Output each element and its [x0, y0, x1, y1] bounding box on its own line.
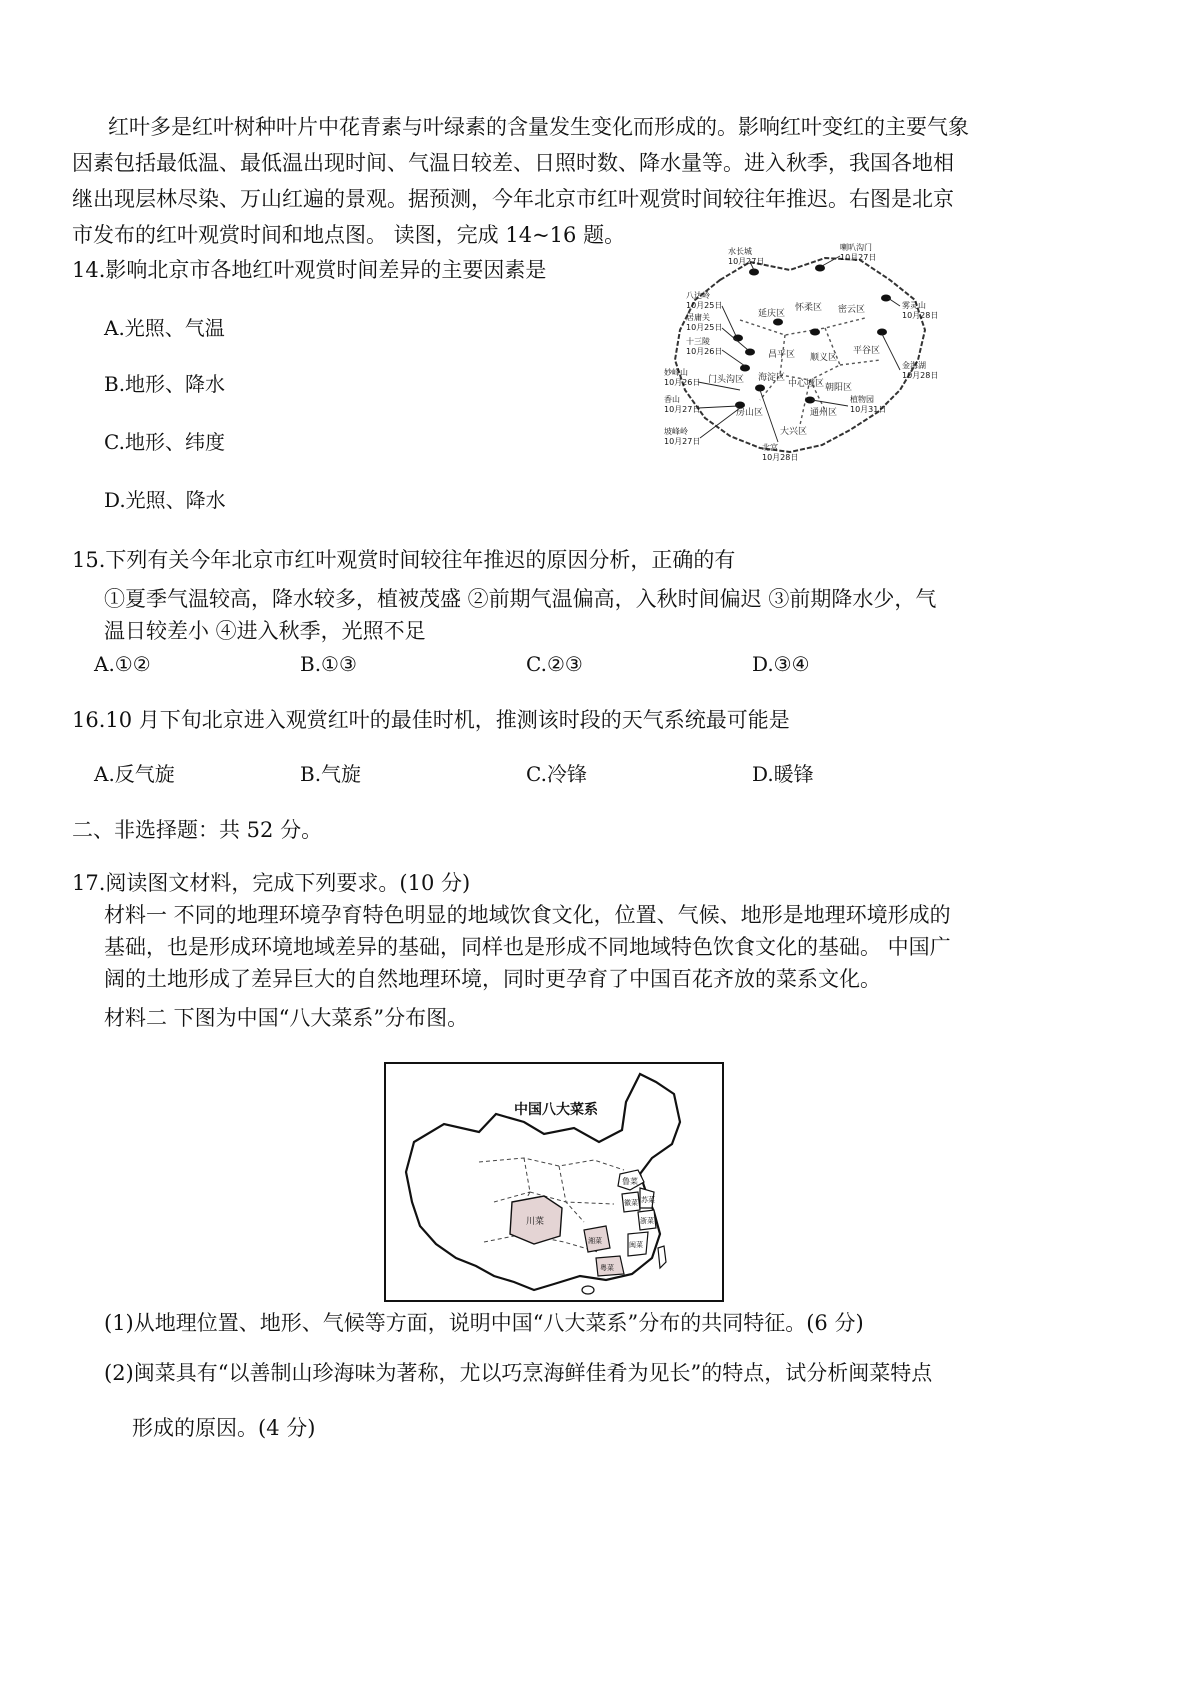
- site-name: 坡峰岭: [664, 427, 688, 436]
- leaf-icon: [745, 349, 755, 356]
- district-label-haidian: 海淀区: [758, 373, 786, 383]
- china-cuisine-map: [384, 1062, 724, 1302]
- q15-option-b: B.①③: [300, 652, 357, 676]
- min-cuisine-label: 闽菜: [629, 1241, 643, 1249]
- district-label-miyun: 密云区: [838, 305, 866, 315]
- lu-cuisine-label: 鲁菜: [622, 1177, 638, 1186]
- site-date: 10月27日: [664, 405, 701, 414]
- site-name: 十三陵: [686, 337, 710, 346]
- site-date: 10月26日: [664, 378, 701, 387]
- site-date: 10月27日: [664, 437, 701, 446]
- question-17-stem: 17.阅读图文材料，完成下列要求。(10 分): [72, 871, 471, 895]
- site-name: 雾灵山: [902, 301, 926, 310]
- site-date: 10月26日: [686, 347, 723, 356]
- q14-option-c: C.地形、纬度: [104, 430, 225, 454]
- q15-option-d: D.③④: [752, 652, 810, 676]
- district-label-huairou: 怀柔区: [795, 303, 823, 313]
- question-14-stem: 14.影响北京市各地红叶观赏时间差异的主要因素是: [72, 258, 547, 282]
- leaf-icon: [881, 295, 891, 302]
- district-label-center: 中心城区: [788, 379, 825, 389]
- site-name: 植物园: [850, 395, 874, 404]
- site-name: 北宫: [762, 443, 778, 452]
- zhe-cuisine-label: 浙菜: [640, 1217, 654, 1225]
- district-label-yanqing: 延庆区: [758, 309, 786, 319]
- q17-material-1-line-1: 材料一 不同的地理环境孕育特色明显的地域饮食文化，位置、气候、地形是地理环境形成的: [104, 903, 951, 927]
- district-label-tongzhou: 通州区: [810, 408, 838, 418]
- su-cuisine-label: 苏菜: [641, 1196, 655, 1204]
- q17-subquestion-2-line-2: 形成的原因。(4 分): [132, 1416, 316, 1440]
- site-date: 10月27日: [728, 257, 765, 266]
- district-label-daxing: 大兴区: [780, 427, 808, 437]
- site-date: 10月28日: [902, 371, 939, 380]
- q14-option-a: A.光照、气温: [104, 316, 225, 340]
- site-name: 居庸关: [686, 313, 710, 322]
- chuan-cuisine-label: 川菜: [526, 1217, 545, 1227]
- q15-option-a: A.①②: [94, 652, 151, 676]
- site-name: 妙峰山: [664, 368, 688, 377]
- district-label-shunyi: 顺义区: [810, 353, 838, 363]
- q17-material-1-line-3: 阔的土地形成了差异巨大的自然地理环境，同时更孕育了中国百花齐放的菜系文化。: [104, 967, 881, 991]
- hui-cuisine-label: 徽菜: [624, 1199, 638, 1207]
- q16-option-d: D.暖锋: [752, 762, 814, 786]
- leaf-icon: [735, 402, 745, 409]
- district-label-fangshan: 房山区: [736, 408, 764, 418]
- q14-option-d: D.光照、降水: [104, 488, 226, 512]
- intro-line-4: 市发布的红叶观赏时间和地点图。 读图，完成 14~16 题。: [72, 223, 626, 247]
- hainan-island: [582, 1286, 594, 1294]
- q16-option-b: B.气旋: [300, 762, 362, 786]
- leaf-icon: [773, 319, 783, 326]
- q16-option-c: C.冷锋: [526, 762, 587, 786]
- district-label-mentougou: 门头沟区: [708, 375, 745, 385]
- q17-material-2: 材料二 下图为中国“八大菜系”分布图。: [104, 1006, 469, 1030]
- q17-subquestion-2-line-1: (2)闽菜具有“以善制山珍海味为著称，尤以巧烹海鲜佳肴为见长”的特点，试分析闽菜特点: [104, 1361, 933, 1385]
- q15-option-c: C.②③: [526, 652, 583, 676]
- section-2-heading: 二、非选择题：共 52 分。: [72, 818, 323, 842]
- q17-subquestion-1: (1)从地理位置、地形、气候等方面，说明中国“八大菜系”分布的共同特征。(6 分): [104, 1311, 864, 1335]
- district-label-chaoyang: 朝阳区: [825, 383, 853, 393]
- district-label-pinggu: 平谷区: [853, 346, 881, 356]
- q15-items-line-2: 温日较差小 ④进入秋季，光照不足: [104, 619, 426, 643]
- leaf-icon: [810, 329, 820, 336]
- site-name: 香山: [664, 395, 680, 404]
- site-date: 10月28日: [762, 453, 799, 462]
- question-15-stem: 15.下列有关今年北京市红叶观赏时间较往年推迟的原因分析，正确的有: [72, 548, 736, 572]
- site-date: 10月27日: [840, 253, 877, 262]
- site-date: 10月25日: [686, 323, 723, 332]
- site-name: 金海湖: [902, 361, 926, 370]
- question-16-stem: 16.10 月下旬北京进入观赏红叶的最佳时机，推测该时段的天气系统最可能是: [72, 708, 790, 732]
- site-name: 水长城: [728, 247, 752, 256]
- district-label-changping: 昌平区: [768, 350, 796, 360]
- site-date: 10月28日: [902, 311, 939, 320]
- site-name: 喇叭沟门: [840, 243, 872, 252]
- q16-option-a: A.反气旋: [94, 762, 175, 786]
- site-date: 10月31日: [850, 405, 887, 414]
- site-name: 八达岭: [686, 291, 710, 300]
- q14-option-b: B.地形、降水: [104, 372, 226, 396]
- yue-cuisine-label: 粤菜: [600, 1264, 614, 1272]
- q15-items-line-1: ①夏季气温较高，降水较多，植被茂盛 ②前期气温偏高，入秋时间偏迟 ③前期降水少，气: [104, 587, 937, 611]
- intro-line-2: 因素包括最低温、最低温出现时间、气温日较差、日照时数、降水量等。进入秋季，我国各地相: [72, 151, 954, 175]
- site-date: 10月25日: [686, 301, 723, 310]
- q17-material-1-line-2: 基础，也是形成环境地域差异的基础，同样也是形成不同地域特色饮食文化的基础。 中国广: [104, 935, 951, 959]
- map-title: 中国八大菜系: [514, 1102, 598, 1118]
- xiang-cuisine-label: 湘菜: [588, 1237, 602, 1245]
- intro-line-3: 继出现层林尽染、万山红遍的景观。据预测，今年北京市红叶观赏时间较往年推迟。右图是北京: [72, 187, 954, 211]
- beijing-red-leaf-map: [650, 240, 950, 470]
- intro-line-1: 红叶多是红叶树种叶片中花青素与叶绿素的含量发生变化而形成的。影响红叶变红的主要气象: [108, 115, 969, 139]
